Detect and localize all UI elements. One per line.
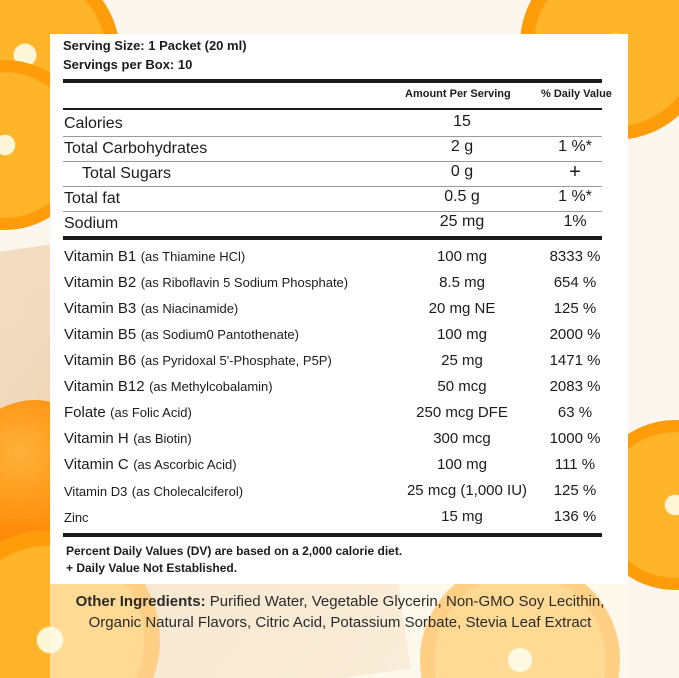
vitamin-name-cell: [64, 274, 348, 292]
vitamin-name: Vitamin B1: [64, 248, 137, 265]
divider: [63, 136, 602, 137]
vitamin-source: (as Biotin): [133, 431, 192, 446]
macro-dv: 1 %*: [558, 188, 592, 205]
macro-dv: 1%: [563, 213, 587, 230]
vitamin-name-cell: [64, 248, 245, 266]
mineral-name: Zinc: [64, 510, 89, 525]
macro-amount: 25 mg: [439, 213, 485, 230]
vitamin-amount: 100 mg: [436, 326, 488, 343]
serving-size: Serving Size: 1 Packet (20 ml): [63, 38, 247, 53]
divider-thick: [63, 79, 602, 83]
vitamin-amount: 50 mcg: [437, 378, 487, 395]
vitamin-dv: 654 %: [553, 274, 597, 291]
other-ingredients: [60, 591, 620, 633]
divider: [63, 211, 602, 212]
macro-dv: +: [569, 161, 581, 183]
macro-name: Total fat: [64, 190, 121, 207]
vitamin-name: Folate: [64, 404, 106, 421]
macro-name-indented: Total Sugars: [82, 165, 171, 182]
vitamin-name-cell: [64, 378, 273, 396]
vitamin-dv: 8333 %: [549, 248, 601, 265]
macro-amount: 0 g: [450, 163, 474, 180]
ingredients-text: Purified Water, Vegetable Glycerin, Non-GMO Soy Lecithin, Organic Natural Flavors, Citric Acid, Potassium Sorbate, Stevia Leaf Extract: [88, 593, 605, 631]
vitamin-source: (as Niacinamide): [140, 301, 239, 316]
vitamin-amount: 100 mg: [436, 248, 488, 265]
dv-header: % Daily Value: [541, 88, 612, 100]
divider-thick: [63, 236, 602, 240]
vitamin-amount: 300 mcg: [433, 430, 491, 447]
vitamin-name-cell: [64, 430, 192, 448]
vitamin-dv: 2000 %: [549, 326, 601, 343]
vitamin-source: (as Ascorbic Acid): [133, 457, 237, 472]
footnote-dv: Percent Daily Values (DV) are based on a 2,000 calorie diet.: [66, 544, 403, 558]
vitamin-source: (as Riboflavin 5 Sodium Phosphate): [140, 275, 349, 290]
vitamin-amount: 25 mcg (1,000 IU): [406, 482, 528, 499]
mineral-amount: 15 mg: [441, 508, 483, 525]
servings-per-box: Servings per Box: 10: [63, 57, 193, 72]
vitamin-dv: 111 %: [554, 456, 596, 473]
vitamin-name: Vitamin B6: [64, 352, 137, 369]
amount-header: Amount Per Serving: [405, 88, 511, 100]
macro-name: Calories: [64, 115, 123, 132]
vitamin-name: Vitamin B5: [64, 326, 137, 343]
vitamin-name-cell: [64, 352, 332, 370]
divider: [63, 186, 602, 187]
macro-amount: 2 g: [450, 138, 474, 155]
vitamin-source: (as Sodium0 Pantothenate): [140, 327, 299, 342]
divider: [63, 161, 602, 162]
vitamin-dv: 1000 %: [549, 430, 601, 447]
vitamin-source: (as Methylcobalamin): [149, 379, 273, 394]
vitamin-name-cell: [64, 326, 299, 344]
vitamin-name: Vitamin B2: [64, 274, 137, 291]
vitamin-amount: 25 mg: [441, 352, 483, 369]
macro-name: Sodium: [64, 215, 119, 232]
vitamin-name-cell: [64, 300, 238, 318]
vitamin-source: (as Pyridoxal 5'-Phosphate, P5P): [140, 353, 332, 368]
vitamin-dv: 63 %: [557, 404, 593, 421]
vitamin-amount: 250 mcg DFE: [416, 404, 508, 421]
vitamin-amount: 20 mg NE: [428, 300, 496, 317]
vitamin-dv: 1471 %: [549, 352, 601, 369]
macro-name: Total Carbohydrates: [64, 140, 208, 157]
divider-thick: [63, 533, 602, 537]
vitamin-dv: 125 %: [553, 482, 597, 499]
footnote-plus: + Daily Value Not Established.: [66, 561, 238, 575]
vitamin-amount: 8.5 mg: [439, 274, 485, 291]
vitamin-source: (as Folic Acid): [110, 405, 192, 420]
vitamin-dv: 125 %: [553, 300, 597, 317]
vitamin-name-cell: [64, 404, 192, 422]
vitamin-source: (as Cholecalciferol): [131, 484, 244, 499]
vitamin-name: Vitamin C: [64, 456, 129, 473]
vitamin-dv: 2083 %: [549, 378, 601, 395]
vitamin-amount: 100 mg: [436, 456, 488, 473]
macro-amount: 0.5 g: [444, 188, 480, 205]
macro-amount: 15: [453, 113, 471, 130]
vitamin-name: Vitamin H: [64, 430, 129, 447]
mineral-dv: 136 %: [553, 508, 597, 525]
vitamin-name: Vitamin D3: [64, 484, 128, 499]
vitamin-name: Vitamin B3: [64, 300, 137, 317]
divider: [63, 108, 602, 110]
vitamin-source: (as Thiamine HCl): [140, 249, 246, 264]
vitamin-name-cell: [64, 483, 243, 501]
vitamin-name-cell: [64, 456, 237, 474]
vitamin-name: Vitamin B12: [64, 378, 145, 395]
ingredients-label: Other Ingredients:: [75, 593, 206, 610]
macro-dv: 1 %*: [558, 138, 592, 155]
